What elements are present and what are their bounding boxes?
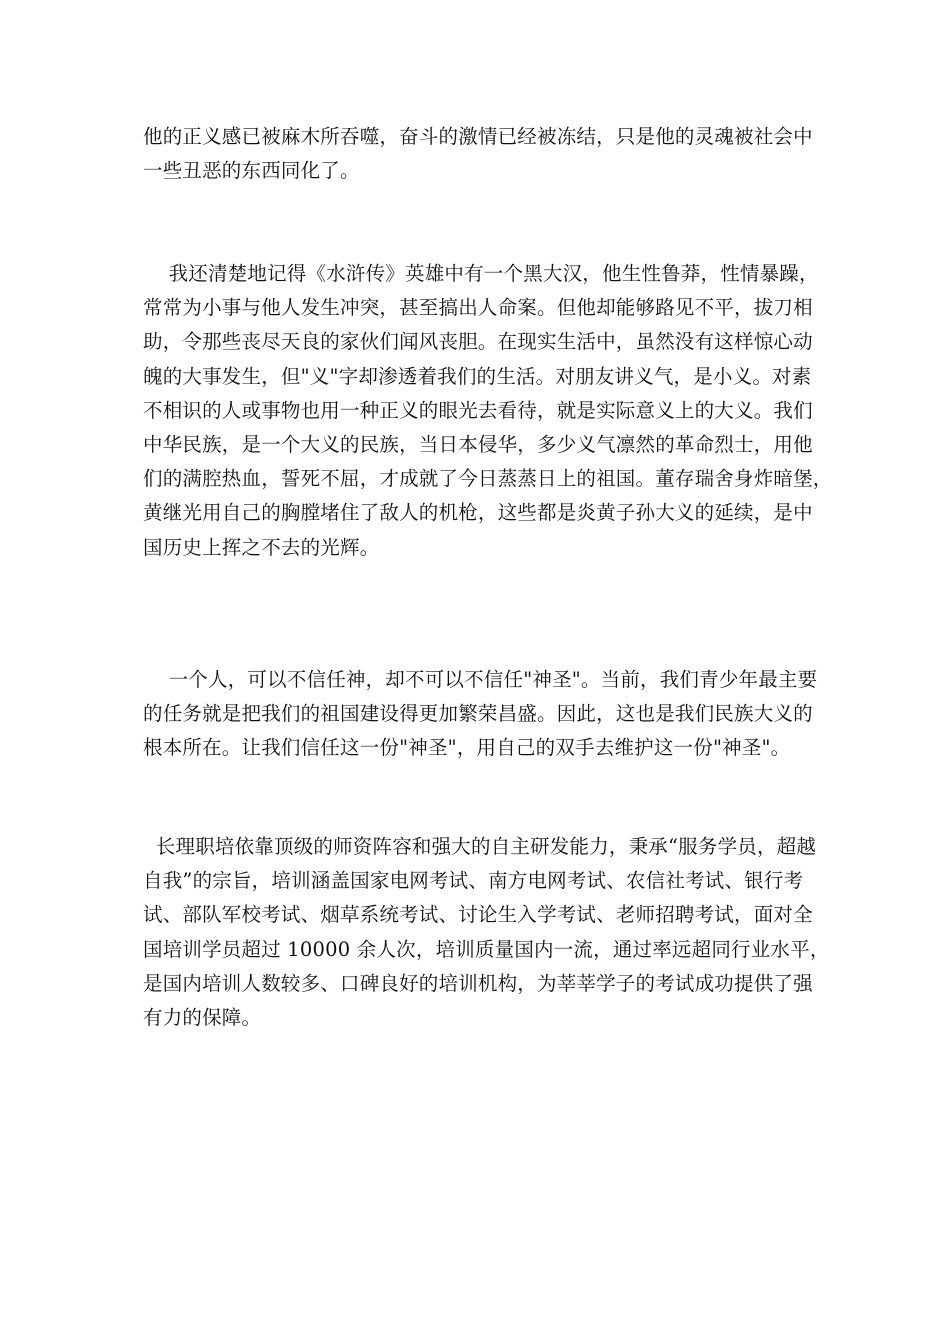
text-line: 有力的保障。 xyxy=(143,1006,262,1030)
text-line: 们的满腔热血，誓死不屈，才成就了今日蒸蒸日上的祖国。董存瑞舍身炸暗堡， xyxy=(143,467,833,491)
text-line: 一个人，可以不信任神，却不可以不信任"神圣"。当前，我们青少年最主要 xyxy=(143,668,818,691)
text-line: 魄的大事发生，但"义"字却渗透着我们的生活。对朋友讲义气，是小义。对素 xyxy=(143,364,812,388)
text-line: 长理职培依靠顶级的师资阵容和强大的自主研发能力，秉承“服务学员，超越 xyxy=(143,835,817,858)
text-line: 自我”的宗旨，培训涵盖国家电网考试、南方电网考试、农信社考试、银行考 xyxy=(143,869,804,893)
paragraph-justice-numbed xyxy=(143,120,811,188)
text-line: 是国内培训人数较多、口碑良好的培训机构，为莘莘学子的考试成功提供了强 xyxy=(143,971,813,995)
text-line: 不相识的人或事物也用一种正义的眼光去看待，就是实际意义上的大义。我们 xyxy=(143,398,813,422)
text-line: 国历史上挥之不去的光辉。 xyxy=(143,535,380,559)
text-line: 一些丑恶的东西同化了。 xyxy=(143,159,360,183)
text-line: 我还清楚地记得《水浒传》英雄中有一个黑大汉，他生性鲁莽，性情暴躁， xyxy=(143,262,819,285)
paragraph-sacred-trust xyxy=(143,663,818,766)
text-line: 中华民族，是一个大义的民族，当日本侵华，多少义气凛然的革命烈士，用他 xyxy=(143,433,813,457)
text-line: 助，令那些丧尽天良的家伙们闻风丧胆。在现实生活中，虽然没有这样惊心动 xyxy=(143,330,813,354)
text-line: 黄继光用自己的胸膛堵住了敌人的机枪，这些都是炎黄子孙大义的延续，是中 xyxy=(143,501,813,525)
text-line: 的任务就是把我们的祖国建设得更加繁荣昌盛。因此，这也是我们民族大义的 xyxy=(143,702,813,726)
text-line: 常常为小事与他人发生冲突，甚至搞出人命案。但他却能够路见不平，拔刀相 xyxy=(143,296,813,320)
text-line: 根本所在。让我们信任这一份"神圣"，用自己的双手去维护这一份"神圣"。 xyxy=(143,736,791,760)
text-line: 他的正义感已被麻木所吞噬，奋斗的激情已经被冻结，只是他的灵魂被社会中 xyxy=(143,125,813,148)
text-line: 试、部队军校考试、烟草系统考试、讨论生入学考试、老师招聘考试，面对全 xyxy=(143,903,813,927)
text-line: 国培训学员超过 10000 余人次，培训质量国内一流，通过率远超同行业水平， xyxy=(143,937,830,961)
paragraph-water-margin-hero xyxy=(143,257,833,565)
paragraph-training-promo xyxy=(143,830,830,1035)
